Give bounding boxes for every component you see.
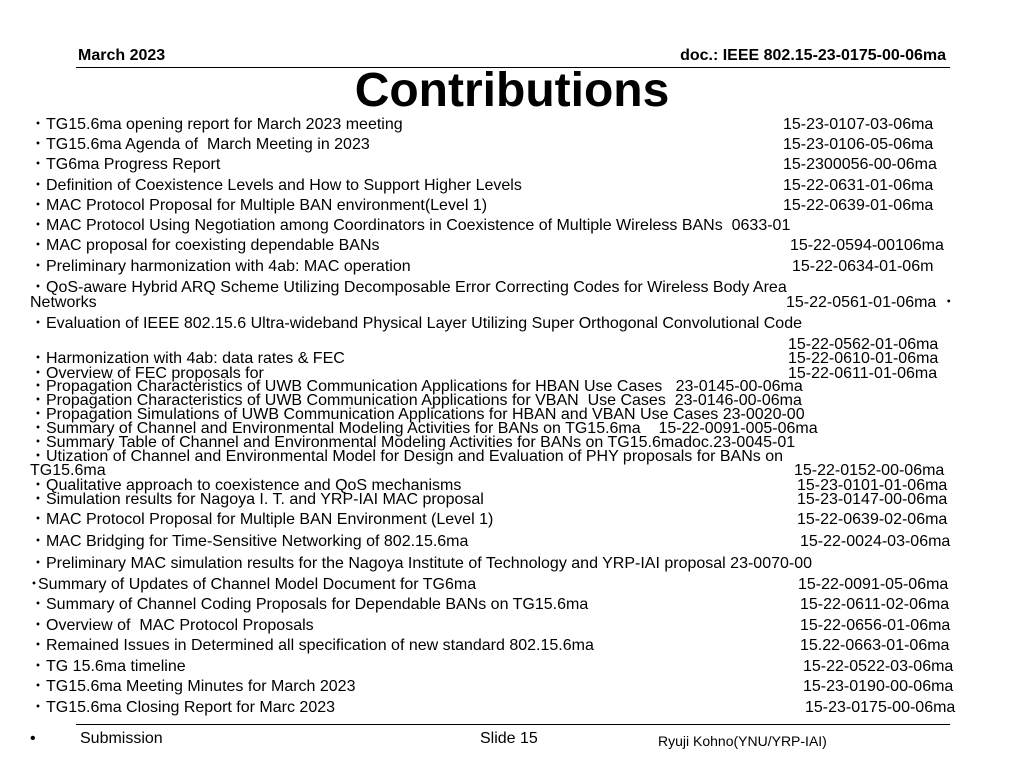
contribution-doc-number: 15-2300056-00-06ma [783, 156, 937, 173]
contribution-title: ・MAC Protocol Using Negotiation among Coordinators in Coexistence of Multiple Wireless BANs 0633-01 [30, 217, 791, 234]
contribution-title: ・Qualitative approach to coexistence and QoS mechanisms [30, 477, 462, 494]
contribution-item [30, 256, 1012, 277]
contribution-item [30, 292, 1012, 313]
contribution-title: ・TG15.6ma Closing Report for Marc 2023 [30, 699, 336, 716]
contribution-doc-number: 15-22-0594-00106ma [790, 237, 944, 254]
contribution-item [30, 446, 1012, 465]
contribution-item [30, 697, 1012, 717]
contribution-doc-number: 15-22-0024-03-06ma [800, 533, 951, 550]
contribution-title: ・Summary of Channel and Environmental Modeling Activities for BANs on TG15.6ma 15-22-0091-005-06ma [30, 420, 818, 437]
contribution-item [30, 334, 1012, 353]
contribution-title: ･Summary of Updates of Channel Model Document for TG6ma [30, 576, 477, 593]
contribution-title: ・Preliminary MAC simulation results for the Nagoya Institute of Technology and YRP-IAI proposal 23-0070-00 [30, 555, 813, 572]
contribution-doc-number: 15.22-0663-01-06ma [800, 637, 950, 654]
contribution-doc-number: 15-22-0152-00-06ma [794, 462, 945, 479]
contribution-title: ・Summary of Channel Coding Proposals for Dependable BANs on TG15.6ma [30, 596, 589, 613]
contribution-title: ・Harmonization with 4ab: data rates & FEC [30, 350, 345, 367]
contribution-title: ・TG 15.6ma timeline [30, 658, 186, 675]
contribution-doc-number: 15-22-0639-02-06ma [797, 511, 948, 528]
contribution-item [30, 676, 1012, 697]
contribution-item [30, 531, 1012, 553]
footer-submission: Submission [80, 730, 163, 747]
contribution-doc-number: 15-23-0190-00-06ma [803, 678, 954, 695]
contribution-title: ・Propagation Simulations of UWB Communication Applications for HBAN and VBAN Use Cases 23-0020-00 [30, 406, 805, 423]
contributions-list [30, 114, 1012, 717]
contribution-item [30, 348, 1012, 367]
contribution-title: ・MAC Bridging for Time-Sensitive Networking of 802.15.6ma [30, 533, 469, 550]
contribution-title: ・TG15.6ma Meeting Minutes for March 2023 [30, 678, 356, 695]
contribution-doc-number: 15-23-0106-05-06ma [783, 136, 934, 153]
contribution-item [30, 215, 1012, 235]
contribution-title: ・Utization of Channel and Environmental Model for Design and Evaluation of PHY proposals for BANs on [30, 448, 784, 465]
contribution-item [30, 418, 1012, 437]
footer-bullet: • [30, 730, 36, 747]
contribution-title: ・TG6ma Progress Report [30, 156, 221, 173]
contribution-item [30, 114, 1012, 134]
contribution-doc-number: 15-22-0561-01-06ma ・ [786, 294, 957, 311]
contribution-doc-number: 15-22-0611-02-06ma [800, 596, 950, 613]
contribution-doc-number: 15-22-0091-05-06ma [798, 576, 949, 593]
contribution-title: Networks [30, 294, 97, 311]
contribution-title: ・Preliminary harmonization with 4ab: MAC operation [30, 258, 411, 275]
contribution-item [30, 363, 1012, 382]
slide-title: Contributions [354, 64, 670, 117]
contribution-doc-number: 15-23-0147-00-06ma [797, 491, 948, 508]
contribution-title: ・Propagation Characteristics of UWB Communication Applications for VBAN Use Cases 23-0146-00-06ma [30, 392, 802, 409]
contribution-item [30, 489, 1012, 509]
contribution-title: ・Evaluation of IEEE 802.15.6 Ultra-wideband Physical Layer Utilizing Super Orthogonal Convolutional Code [30, 315, 802, 332]
contribution-item [30, 460, 1012, 479]
contribution-title: ・Overview of FEC proposals for [30, 365, 264, 382]
contribution-title: ・Definition of Coexistence Levels and How to Support Higher Levels [30, 177, 522, 194]
contribution-title: ・MAC Protocol Proposal for Multiple BAN environment(Level 1) [30, 197, 488, 214]
contribution-title: ・Overview of MAC Protocol Proposals [30, 617, 314, 634]
contribution-item [30, 390, 1012, 409]
contribution-title: ・TG15.6ma opening report for March 2023 meeting [30, 116, 403, 133]
contribution-item [30, 594, 1012, 615]
contribution-item [30, 313, 1012, 334]
contribution-doc-number: 15-22-0634-01-06m [792, 258, 934, 275]
contribution-title: ・TG15.6ma Agenda of March Meeting in 2023 [30, 136, 370, 153]
contribution-item [30, 134, 1012, 154]
contribution-doc-number: 15-22-0522-03-06ma [803, 658, 954, 675]
contribution-title: ・QoS-aware Hybrid ARQ Scheme Utilizing Decomposable Error Correcting Codes for Wireless Body Area [30, 279, 787, 296]
footer-rule [76, 724, 950, 725]
header-date: March 2023 [78, 47, 166, 64]
contribution-doc-number: 15-23-0101-01-06ma [797, 477, 948, 494]
contribution-item [30, 376, 1012, 395]
contribution-doc-number: 15-22-0639-01-06ma [783, 197, 934, 214]
contribution-item [30, 574, 1012, 594]
contribution-doc-number: 15-22-0562-01-06ma [788, 336, 939, 353]
header-doc-id: doc.: IEEE 802.15-23-0175-00-06ma [680, 47, 946, 64]
contribution-doc-number: 15-22-0610-01-06ma [788, 350, 939, 367]
contribution-item [30, 235, 1012, 256]
contribution-item [30, 432, 1012, 451]
contribution-item [30, 615, 1012, 635]
contribution-title: ・Summary Table of Channel and Environmental Modeling Activities for BANs on TG15.6madoc.23-0045-01 [30, 434, 796, 451]
contribution-item [30, 175, 1012, 195]
footer-slide-number: Slide 15 [480, 730, 538, 747]
footer-author: Ryuji Kohno(YNU/YRP-IAI) [658, 733, 827, 749]
contribution-doc-number: 15-23-0175-00-06ma [805, 699, 956, 716]
contribution-item [30, 195, 1012, 215]
contribution-title: ・MAC Protocol Proposal for Multiple BAN Environment (Level 1) [30, 511, 494, 528]
contribution-title: ・Propagation Characteristics of UWB Communication Applications for HBAN Use Cases 23-0145-00-06ma [30, 378, 803, 395]
contribution-item [30, 277, 1012, 296]
contribution-item [30, 656, 1012, 676]
contribution-item [30, 475, 1012, 494]
contribution-item [30, 154, 1012, 175]
contribution-doc-number: 15-22-0656-01-06ma [800, 617, 951, 634]
contribution-item [30, 553, 1012, 574]
contribution-doc-number: 15-22-0631-01-06ma [783, 177, 934, 194]
contribution-title: ・MAC proposal for coexisting dependable BANs [30, 237, 380, 254]
contribution-title: ・Remained Issues in Determined all specification of new standard 802.15.6ma [30, 637, 594, 654]
slide-footer [0, 728, 1024, 758]
contribution-doc-number: 15-23-0107-03-06ma [783, 116, 934, 133]
contribution-item [30, 635, 1012, 656]
contribution-title: TG15.6ma [30, 462, 106, 479]
contribution-item [30, 404, 1012, 423]
contribution-item [30, 509, 1012, 531]
contribution-title: ・Simulation results for Nagoya I. T. and YRP-IAI MAC proposal [30, 491, 484, 508]
contribution-doc-number: 15-22-0611-01-06ma [788, 365, 938, 382]
